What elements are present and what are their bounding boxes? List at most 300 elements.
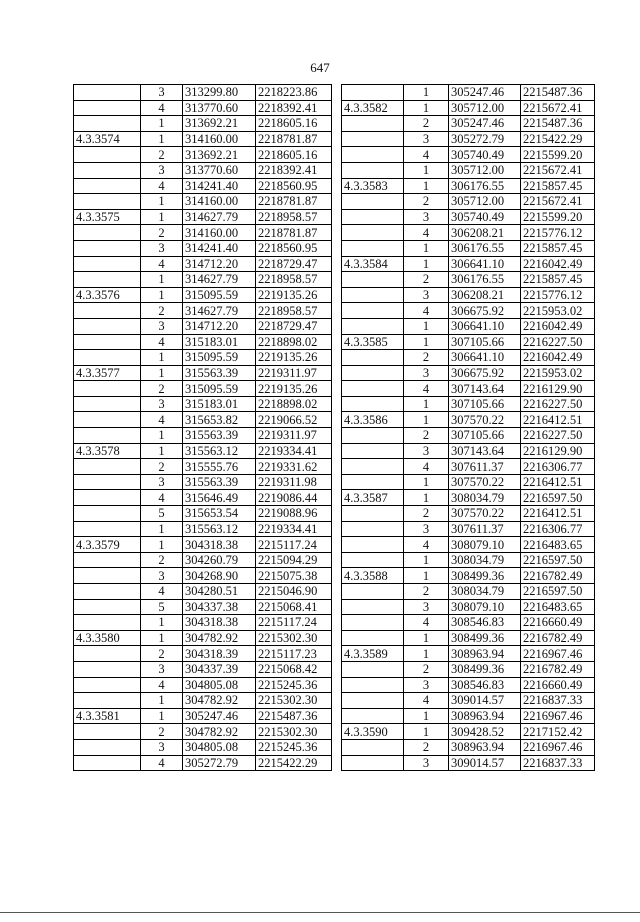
table-row xyxy=(74,131,332,147)
point-number-cell: 1 xyxy=(404,708,449,724)
y-coordinate-cell: 2215776.12 xyxy=(521,287,595,303)
parcel-id-cell xyxy=(342,287,404,303)
parcel-id-cell xyxy=(342,162,404,178)
y-coordinate-cell: 2216597.50 xyxy=(521,490,595,506)
point-number-cell: 3 xyxy=(404,521,449,537)
parcel-id-cell xyxy=(74,599,141,615)
table-row xyxy=(74,381,332,397)
parcel-id-cell xyxy=(342,116,404,132)
table-row xyxy=(74,708,332,724)
y-coordinate-cell: 2218392.41 xyxy=(256,162,332,178)
parcel-id-cell xyxy=(342,303,404,319)
x-coordinate-cell: 305740.49 xyxy=(449,209,521,225)
x-coordinate-cell: 305712.00 xyxy=(449,100,521,116)
x-coordinate-cell: 308499.36 xyxy=(449,630,521,646)
table-row xyxy=(74,85,332,101)
parcel-id-cell xyxy=(342,240,404,256)
x-coordinate-cell: 315563.39 xyxy=(183,428,256,444)
y-coordinate-cell: 2218729.47 xyxy=(256,318,332,334)
x-coordinate-cell: 307570.22 xyxy=(449,412,521,428)
x-coordinate-cell: 308499.36 xyxy=(449,661,521,677)
x-coordinate-cell: 304318.39 xyxy=(183,646,256,662)
x-coordinate-cell: 309014.57 xyxy=(449,755,521,771)
table-row xyxy=(74,693,332,709)
point-number-cell: 1 xyxy=(404,334,449,350)
x-coordinate-cell: 314160.00 xyxy=(183,131,256,147)
y-coordinate-cell: 2218898.02 xyxy=(256,334,332,350)
table-row xyxy=(74,724,332,740)
point-number-cell: 3 xyxy=(141,240,183,256)
x-coordinate-cell: 315555.76 xyxy=(183,459,256,475)
y-coordinate-cell: 2219086.44 xyxy=(256,490,332,506)
parcel-id-cell xyxy=(342,693,404,709)
point-number-cell: 1 xyxy=(404,178,449,194)
x-coordinate-cell: 308034.79 xyxy=(449,552,521,568)
parcel-id-cell: 4.3.3581 xyxy=(74,708,141,724)
y-coordinate-cell: 2215117.24 xyxy=(256,537,332,553)
parcel-id-cell xyxy=(74,739,141,755)
y-coordinate-cell: 2217152.42 xyxy=(521,724,595,740)
parcel-id-cell xyxy=(342,630,404,646)
point-number-cell: 1 xyxy=(404,396,449,412)
y-coordinate-cell: 2215117.24 xyxy=(256,615,332,631)
table-row xyxy=(74,178,332,194)
parcel-id-cell xyxy=(74,506,141,522)
point-number-cell: 4 xyxy=(404,225,449,241)
table-row xyxy=(74,396,332,412)
point-number-cell: 2 xyxy=(404,584,449,600)
parcel-id-cell xyxy=(342,537,404,553)
point-number-cell: 5 xyxy=(141,599,183,615)
point-number-cell: 2 xyxy=(404,350,449,366)
table-row xyxy=(342,599,595,615)
parcel-id-cell xyxy=(342,85,404,101)
table-row xyxy=(342,630,595,646)
parcel-id-cell: 4.3.3584 xyxy=(342,256,404,272)
point-number-cell: 3 xyxy=(141,568,183,584)
x-coordinate-cell: 315563.39 xyxy=(183,474,256,490)
x-coordinate-cell: 308963.94 xyxy=(449,646,521,662)
point-number-cell: 2 xyxy=(141,303,183,319)
parcel-id-cell xyxy=(74,693,141,709)
parcel-id-cell xyxy=(74,552,141,568)
point-number-cell: 4 xyxy=(404,615,449,631)
table-row xyxy=(74,365,332,381)
y-coordinate-cell: 2216782.49 xyxy=(521,661,595,677)
x-coordinate-cell: 306675.92 xyxy=(449,365,521,381)
table-row xyxy=(342,755,595,771)
point-number-cell: 2 xyxy=(141,225,183,241)
point-number-cell: 3 xyxy=(404,755,449,771)
parcel-id-cell xyxy=(74,724,141,740)
x-coordinate-cell: 314241.40 xyxy=(183,240,256,256)
point-number-cell: 1 xyxy=(141,350,183,366)
parcel-id-cell xyxy=(74,428,141,444)
parcel-id-cell xyxy=(342,739,404,755)
parcel-id-cell: 4.3.3590 xyxy=(342,724,404,740)
parcel-id-cell xyxy=(342,615,404,631)
y-coordinate-cell: 2216306.77 xyxy=(521,459,595,475)
parcel-id-cell xyxy=(342,381,404,397)
x-coordinate-cell: 305272.79 xyxy=(183,755,256,771)
x-coordinate-cell: 315563.12 xyxy=(183,443,256,459)
x-coordinate-cell: 305712.00 xyxy=(449,162,521,178)
y-coordinate-cell: 2218605.16 xyxy=(256,147,332,163)
point-number-cell: 2 xyxy=(404,116,449,132)
x-coordinate-cell: 308034.79 xyxy=(449,584,521,600)
point-number-cell: 3 xyxy=(141,474,183,490)
table-row xyxy=(342,131,595,147)
point-number-cell: 4 xyxy=(404,381,449,397)
x-coordinate-cell: 306675.92 xyxy=(449,303,521,319)
table-row xyxy=(74,225,332,241)
page-number: 647 xyxy=(310,60,330,75)
table-row xyxy=(74,256,332,272)
y-coordinate-cell: 2218958.57 xyxy=(256,209,332,225)
x-coordinate-cell: 314160.00 xyxy=(183,225,256,241)
x-coordinate-cell: 304805.08 xyxy=(183,677,256,693)
x-coordinate-cell: 304805.08 xyxy=(183,739,256,755)
point-number-cell: 4 xyxy=(141,256,183,272)
x-coordinate-cell: 307105.66 xyxy=(449,428,521,444)
y-coordinate-cell: 2215046.90 xyxy=(256,584,332,600)
point-number-cell: 1 xyxy=(141,272,183,288)
point-number-cell: 3 xyxy=(141,318,183,334)
y-coordinate-cell: 2215599.20 xyxy=(521,209,595,225)
table-row xyxy=(74,318,332,334)
x-coordinate-cell: 313770.60 xyxy=(183,162,256,178)
point-number-cell: 1 xyxy=(404,100,449,116)
parcel-id-cell: 4.3.3585 xyxy=(342,334,404,350)
table-row xyxy=(74,755,332,771)
y-coordinate-cell: 2219088.96 xyxy=(256,506,332,522)
y-coordinate-cell: 2215776.12 xyxy=(521,225,595,241)
table-row xyxy=(342,677,595,693)
x-coordinate-cell: 306208.21 xyxy=(449,225,521,241)
parcel-id-cell xyxy=(74,615,141,631)
parcel-id-cell xyxy=(74,225,141,241)
parcel-id-cell: 4.3.3577 xyxy=(74,365,141,381)
parcel-id-cell xyxy=(342,661,404,677)
x-coordinate-cell: 305272.79 xyxy=(449,131,521,147)
point-number-cell: 1 xyxy=(404,568,449,584)
parcel-id-cell xyxy=(342,209,404,225)
y-coordinate-cell: 2218729.47 xyxy=(256,256,332,272)
table-row xyxy=(342,552,595,568)
point-number-cell: 1 xyxy=(141,537,183,553)
table-row xyxy=(342,334,595,350)
parcel-id-cell: 4.3.3578 xyxy=(74,443,141,459)
table-row xyxy=(74,661,332,677)
table-row xyxy=(74,287,332,303)
point-number-cell: 4 xyxy=(141,755,183,771)
point-number-cell: 1 xyxy=(141,708,183,724)
parcel-id-cell xyxy=(74,396,141,412)
table-row xyxy=(342,412,595,428)
y-coordinate-cell: 2215953.02 xyxy=(521,365,595,381)
x-coordinate-cell: 309014.57 xyxy=(449,693,521,709)
x-coordinate-cell: 308963.94 xyxy=(449,739,521,755)
parcel-id-cell: 4.3.3579 xyxy=(74,537,141,553)
x-coordinate-cell: 314627.79 xyxy=(183,272,256,288)
point-number-cell: 1 xyxy=(141,521,183,537)
y-coordinate-cell: 2216129.90 xyxy=(521,443,595,459)
y-coordinate-cell: 2216837.33 xyxy=(521,755,595,771)
y-coordinate-cell: 2216782.49 xyxy=(521,630,595,646)
coordinates-table-left xyxy=(73,84,332,771)
y-coordinate-cell: 2216483.65 xyxy=(521,537,595,553)
point-number-cell: 4 xyxy=(141,334,183,350)
y-coordinate-cell: 2218781.87 xyxy=(256,225,332,241)
y-coordinate-cell: 2216129.90 xyxy=(521,381,595,397)
x-coordinate-cell: 306176.55 xyxy=(449,272,521,288)
table-body-left xyxy=(74,85,332,771)
y-coordinate-cell: 2215672.41 xyxy=(521,100,595,116)
y-coordinate-cell: 2218223.86 xyxy=(256,85,332,101)
parcel-id-cell xyxy=(342,396,404,412)
y-coordinate-cell: 2216227.50 xyxy=(521,334,595,350)
point-number-cell: 1 xyxy=(141,209,183,225)
parcel-id-cell xyxy=(342,443,404,459)
x-coordinate-cell: 306176.55 xyxy=(449,178,521,194)
point-number-cell: 1 xyxy=(141,287,183,303)
x-coordinate-cell: 315183.01 xyxy=(183,334,256,350)
point-number-cell: 4 xyxy=(141,100,183,116)
point-number-cell: 1 xyxy=(404,412,449,428)
parcel-id-cell: 4.3.3574 xyxy=(74,131,141,147)
y-coordinate-cell: 2215117.23 xyxy=(256,646,332,662)
y-coordinate-cell: 2215422.29 xyxy=(521,131,595,147)
table-body-right xyxy=(342,85,595,771)
table-row xyxy=(342,693,595,709)
table-row xyxy=(74,677,332,693)
table-row xyxy=(74,209,332,225)
x-coordinate-cell: 304318.38 xyxy=(183,537,256,553)
table-row xyxy=(74,552,332,568)
x-coordinate-cell: 306641.10 xyxy=(449,318,521,334)
point-number-cell: 1 xyxy=(141,365,183,381)
y-coordinate-cell: 2218781.87 xyxy=(256,131,332,147)
x-coordinate-cell: 304782.92 xyxy=(183,724,256,740)
x-coordinate-cell: 315653.54 xyxy=(183,506,256,522)
y-coordinate-cell: 2215672.41 xyxy=(521,194,595,210)
table-row xyxy=(74,568,332,584)
parcel-id-cell xyxy=(74,334,141,350)
table-row xyxy=(74,428,332,444)
x-coordinate-cell: 314241.40 xyxy=(183,178,256,194)
parcel-id-cell xyxy=(342,365,404,381)
y-coordinate-cell: 2215857.45 xyxy=(521,240,595,256)
x-coordinate-cell: 308079.10 xyxy=(449,537,521,553)
y-coordinate-cell: 2215068.42 xyxy=(256,661,332,677)
point-number-cell: 2 xyxy=(404,272,449,288)
y-coordinate-cell: 2216306.77 xyxy=(521,521,595,537)
x-coordinate-cell: 304337.38 xyxy=(183,599,256,615)
point-number-cell: 4 xyxy=(141,178,183,194)
point-number-cell: 1 xyxy=(404,630,449,646)
y-coordinate-cell: 2218392.41 xyxy=(256,100,332,116)
parcel-id-cell xyxy=(342,147,404,163)
point-number-cell: 3 xyxy=(404,365,449,381)
parcel-id-cell xyxy=(74,459,141,475)
table-row xyxy=(342,162,595,178)
table-row xyxy=(342,428,595,444)
x-coordinate-cell: 307570.22 xyxy=(449,474,521,490)
parcel-id-cell: 4.3.3586 xyxy=(342,412,404,428)
parcel-id-cell: 4.3.3576 xyxy=(74,287,141,303)
table-row xyxy=(74,474,332,490)
table-row xyxy=(342,256,595,272)
parcel-id-cell xyxy=(342,584,404,600)
table-row xyxy=(74,459,332,475)
point-number-cell: 1 xyxy=(404,240,449,256)
x-coordinate-cell: 304260.79 xyxy=(183,552,256,568)
coordinates-table-right xyxy=(341,84,595,771)
x-coordinate-cell: 304782.92 xyxy=(183,630,256,646)
point-number-cell: 3 xyxy=(141,85,183,101)
point-number-cell: 1 xyxy=(404,318,449,334)
x-coordinate-cell: 315095.59 xyxy=(183,350,256,366)
y-coordinate-cell: 2216412.51 xyxy=(521,474,595,490)
x-coordinate-cell: 305247.46 xyxy=(183,708,256,724)
table-row xyxy=(74,521,332,537)
parcel-id-cell xyxy=(342,459,404,475)
parcel-id-cell xyxy=(342,521,404,537)
parcel-id-cell xyxy=(342,272,404,288)
table-row xyxy=(342,100,595,116)
y-coordinate-cell: 2216042.49 xyxy=(521,318,595,334)
table-row xyxy=(342,209,595,225)
y-coordinate-cell: 2215487.36 xyxy=(521,116,595,132)
x-coordinate-cell: 315095.59 xyxy=(183,381,256,397)
y-coordinate-cell: 2216227.50 xyxy=(521,428,595,444)
table-row xyxy=(342,318,595,334)
table-row xyxy=(74,334,332,350)
table-row xyxy=(74,506,332,522)
x-coordinate-cell: 304280.51 xyxy=(183,584,256,600)
table-row xyxy=(74,412,332,428)
parcel-id-cell xyxy=(74,318,141,334)
table-row xyxy=(74,646,332,662)
parcel-id-cell xyxy=(342,474,404,490)
x-coordinate-cell: 315095.59 xyxy=(183,287,256,303)
table-row xyxy=(342,381,595,397)
y-coordinate-cell: 2216660.49 xyxy=(521,677,595,693)
x-coordinate-cell: 314160.00 xyxy=(183,194,256,210)
x-coordinate-cell: 314627.79 xyxy=(183,303,256,319)
x-coordinate-cell: 315563.39 xyxy=(183,365,256,381)
point-number-cell: 2 xyxy=(404,194,449,210)
point-number-cell: 3 xyxy=(404,287,449,303)
x-coordinate-cell: 305247.46 xyxy=(449,85,521,101)
x-coordinate-cell: 314712.20 xyxy=(183,256,256,272)
table-row xyxy=(342,646,595,662)
x-coordinate-cell: 304337.39 xyxy=(183,661,256,677)
y-coordinate-cell: 2216837.33 xyxy=(521,693,595,709)
y-coordinate-cell: 2216412.51 xyxy=(521,506,595,522)
parcel-id-cell xyxy=(342,552,404,568)
point-number-cell: 2 xyxy=(141,459,183,475)
x-coordinate-cell: 307143.64 xyxy=(449,443,521,459)
parcel-id-cell xyxy=(74,256,141,272)
y-coordinate-cell: 2215075.38 xyxy=(256,568,332,584)
table-row xyxy=(74,537,332,553)
y-coordinate-cell: 2218605.16 xyxy=(256,116,332,132)
point-number-cell: 4 xyxy=(404,303,449,319)
table-row xyxy=(342,178,595,194)
x-coordinate-cell: 307105.66 xyxy=(449,396,521,412)
point-number-cell: 4 xyxy=(141,490,183,506)
y-coordinate-cell: 2216227.50 xyxy=(521,396,595,412)
x-coordinate-cell: 308546.83 xyxy=(449,615,521,631)
point-number-cell: 2 xyxy=(141,381,183,397)
y-coordinate-cell: 2216782.49 xyxy=(521,568,595,584)
point-number-cell: 3 xyxy=(141,396,183,412)
table-row xyxy=(342,459,595,475)
point-number-cell: 4 xyxy=(404,459,449,475)
point-number-cell: 2 xyxy=(404,428,449,444)
y-coordinate-cell: 2218958.57 xyxy=(256,303,332,319)
point-number-cell: 2 xyxy=(141,646,183,662)
x-coordinate-cell: 307611.37 xyxy=(449,521,521,537)
point-number-cell: 1 xyxy=(404,474,449,490)
x-coordinate-cell: 313692.21 xyxy=(183,116,256,132)
parcel-id-cell: 4.3.3582 xyxy=(342,100,404,116)
table-row xyxy=(74,630,332,646)
point-number-cell: 4 xyxy=(404,693,449,709)
y-coordinate-cell: 2215672.41 xyxy=(521,162,595,178)
table-row xyxy=(342,584,595,600)
point-number-cell: 3 xyxy=(404,209,449,225)
parcel-id-cell: 4.3.3587 xyxy=(342,490,404,506)
table-row xyxy=(74,272,332,288)
table-row xyxy=(342,287,595,303)
point-number-cell: 1 xyxy=(404,490,449,506)
point-number-cell: 1 xyxy=(141,443,183,459)
point-number-cell: 3 xyxy=(404,677,449,693)
point-number-cell: 1 xyxy=(404,552,449,568)
point-number-cell: 2 xyxy=(404,506,449,522)
point-number-cell: 1 xyxy=(404,85,449,101)
y-coordinate-cell: 2219311.97 xyxy=(256,428,332,444)
x-coordinate-cell: 314712.20 xyxy=(183,318,256,334)
bottom-divider xyxy=(0,912,640,913)
parcel-id-cell xyxy=(74,521,141,537)
x-coordinate-cell: 315646.49 xyxy=(183,490,256,506)
y-coordinate-cell: 2215487.36 xyxy=(521,85,595,101)
x-coordinate-cell: 307143.64 xyxy=(449,381,521,397)
parcel-id-cell xyxy=(74,194,141,210)
y-coordinate-cell: 2215302.30 xyxy=(256,693,332,709)
table-row xyxy=(342,568,595,584)
point-number-cell: 1 xyxy=(141,630,183,646)
table-row xyxy=(74,443,332,459)
parcel-id-cell: 4.3.3580 xyxy=(74,630,141,646)
parcel-id-cell xyxy=(74,677,141,693)
x-coordinate-cell: 305740.49 xyxy=(449,147,521,163)
point-number-cell: 3 xyxy=(141,162,183,178)
table-row xyxy=(342,739,595,755)
parcel-id-cell xyxy=(74,147,141,163)
point-number-cell: 1 xyxy=(141,428,183,444)
parcel-id-cell xyxy=(342,506,404,522)
table-row xyxy=(74,100,332,116)
y-coordinate-cell: 2218560.95 xyxy=(256,178,332,194)
table-row xyxy=(342,303,595,319)
y-coordinate-cell: 2216967.46 xyxy=(521,708,595,724)
table-row xyxy=(74,739,332,755)
y-coordinate-cell: 2219066.52 xyxy=(256,412,332,428)
